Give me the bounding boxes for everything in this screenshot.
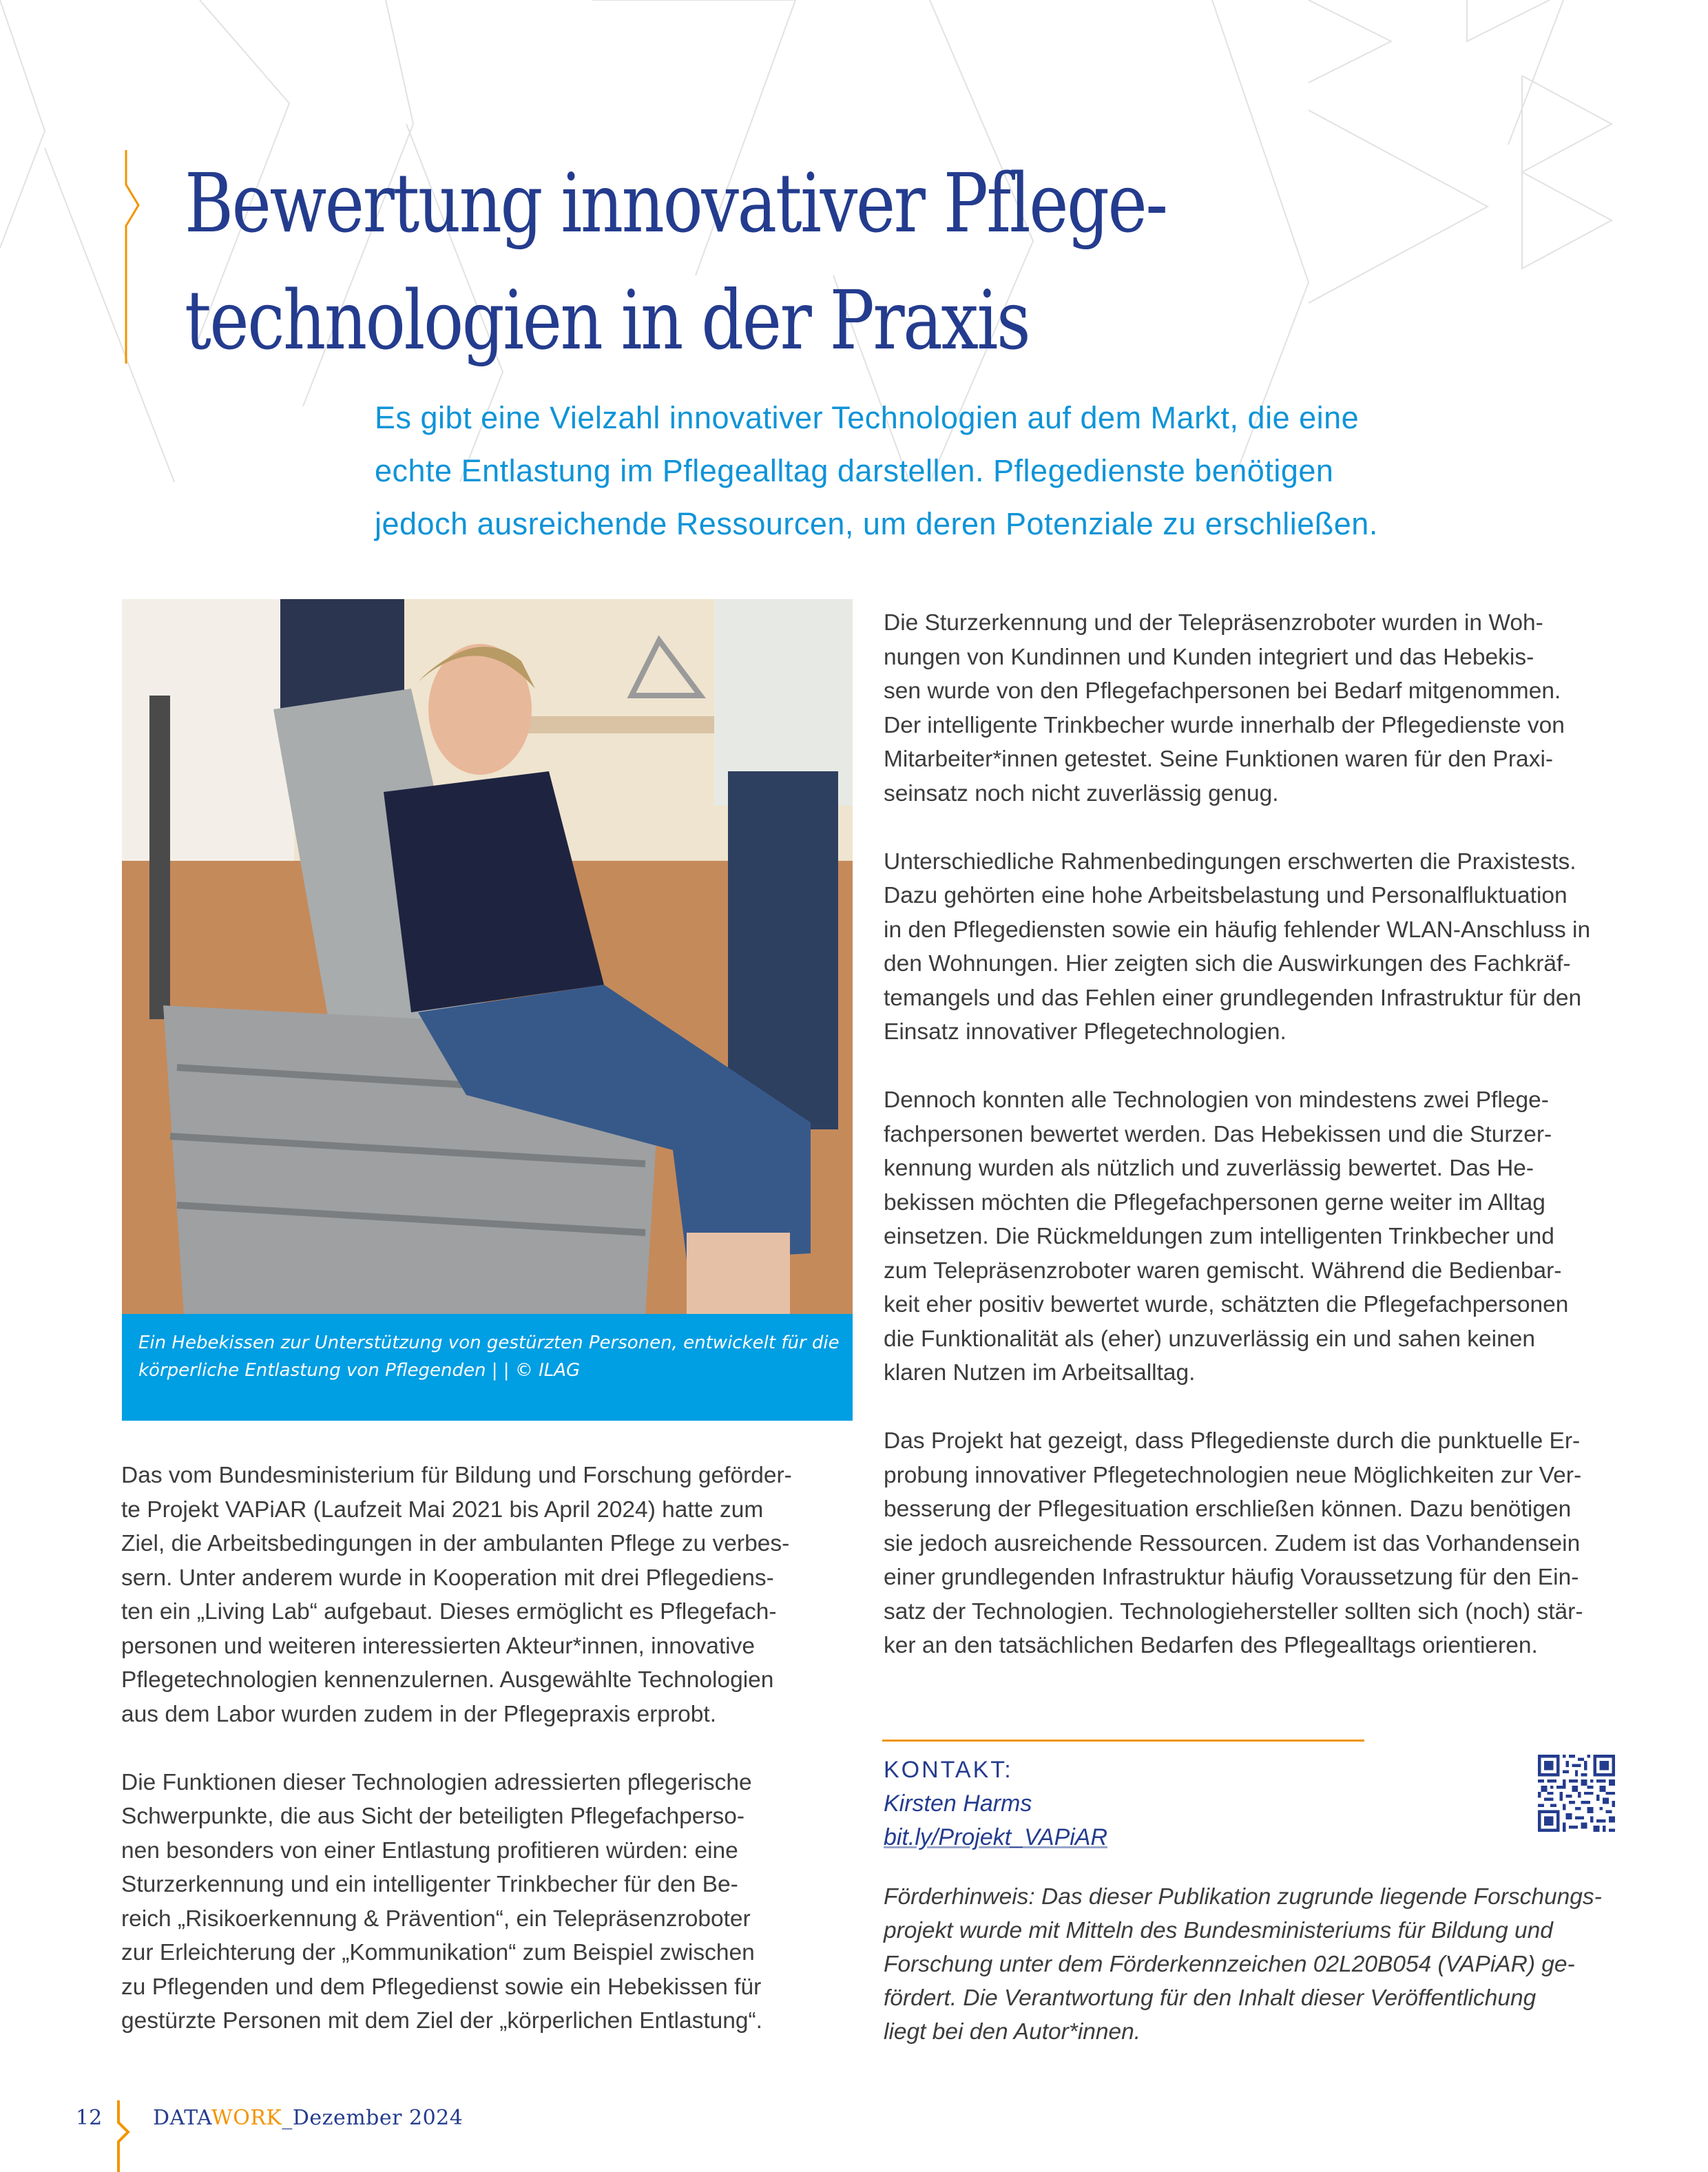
- brand-data: DATA: [153, 2106, 211, 2130]
- caption-line: körperliche Entlastung von Pflegenden | | © ILAG: [138, 1360, 581, 1381]
- body-line: sern. Unter anderem wurde in Kooperation mit drei Pflegediens-: [121, 1565, 774, 1591]
- right-column: [884, 606, 1627, 1697]
- body-line: in den Pflegediensten sowie ein häufig fehlender WLAN-Anschluss in: [884, 917, 1591, 943]
- body-line: Mitarbeiter*innen getestet. Seine Funktionen waren für den Praxi-: [884, 746, 1554, 772]
- publication-name: [153, 2106, 463, 2130]
- body-paragraph: [884, 845, 1627, 1050]
- lead-line: echte Entlastung im Pflegealltag darstellen. Pflegedienste benötigen: [375, 453, 1334, 488]
- article-title-line-1: Bewertung innovativer Pflege-: [185, 156, 1167, 251]
- body-line: Die Funktionen dieser Technologien adressierten pflegerische: [121, 1769, 752, 1795]
- body-line: keit eher positiv bewertet wurde, schätzten die Pflegefachpersonen: [884, 1292, 1569, 1317]
- contact-name: Kirsten Harms: [884, 1790, 1032, 1817]
- body-line: Das vom Bundesministerium für Bildung und Forschung geförder-: [121, 1463, 792, 1488]
- body-line: Einsatz innovativer Pflegetechnologien.: [884, 1019, 1287, 1045]
- body-line: temangels und das Fehlen einer grundlegenden Infrastruktur für den: [884, 985, 1582, 1011]
- contact-label: KONTAKT:: [884, 1757, 1013, 1783]
- body-paragraph: [121, 1766, 858, 2038]
- left-column: [121, 1459, 858, 2072]
- body-line: Dazu gehörten eine hohe Arbeitsbelastung und Personalfluktuation: [884, 883, 1568, 908]
- funding-note-line: projekt wurde mit Mitteln des Bundesministeriums für Bildung und: [884, 1918, 1553, 1943]
- body-line: sie jedoch ausreichende Ressourcen. Zudem ist das Vorhandensein: [884, 1530, 1581, 1556]
- body-line: klaren Nutzen im Arbeitsalltag.: [884, 1360, 1196, 1386]
- body-line: Dennoch konnten alle Technologien von mindestens zwei Pflege-: [884, 1087, 1549, 1113]
- body-line: fachpersonen bewertet werden. Das Hebekissen und die Sturzer-: [884, 1121, 1552, 1147]
- body-paragraph: [884, 1083, 1627, 1390]
- body-paragraph: [884, 1424, 1627, 1663]
- funding-note-line: liegt bei den Autor*innen.: [884, 2019, 1141, 2045]
- body-line: die Funktionalität als (eher) unzuverlässig ein und sahen keinen: [884, 1326, 1536, 1352]
- funding-note-line: Forschung unter dem Förderkennzeichen 02L20B054 (VAPiAR) ge-: [884, 1952, 1575, 1977]
- body-line: den Wohnungen. Hier zeigten sich die Auswirkungen des Fachkräf-: [884, 951, 1571, 977]
- body-line: Unterschiedliche Rahmenbedingungen erschwerten die Praxistests.: [884, 848, 1576, 875]
- article-title-line-2: technologien in der Praxis: [185, 273, 1030, 368]
- body-line: Schwerpunkte, die aus Sicht der beteiligten Pflegefachperso-: [121, 1804, 745, 1829]
- body-line: ten ein „Living Lab“ aufgebaut. Dieses ermöglicht es Pflegefach-: [121, 1599, 777, 1625]
- body-paragraph: [121, 1459, 858, 1731]
- body-line: Pflegetechnologien kennenzulernen. Ausgewählte Technologien: [121, 1667, 774, 1693]
- body-line: aus dem Labor wurden zudem in der Pflegepraxis erprobt.: [121, 1701, 717, 1727]
- contact-block: [884, 1753, 1107, 1855]
- contact-divider: [882, 1740, 1364, 1742]
- body-line: zur Erleichterung der „Kommunikation“ zum Beispiel zwischen: [121, 1940, 755, 1965]
- title-accent-chevron-bar: [121, 150, 149, 364]
- body-line: probung innovativer Pflegetechnologien neue Möglichkeiten zur Ver-: [884, 1462, 1582, 1488]
- qr-code-icon[interactable]: [1538, 1755, 1615, 1832]
- body-line: einsetzen. Die Rückmeldungen zum intelligenten Trinkbecher und: [884, 1224, 1554, 1249]
- issue-date: _Dezember 2024: [282, 2106, 464, 2130]
- body-line: ker an den tatsächlichen Bedarfen des Pflegealltags orientieren.: [884, 1633, 1538, 1658]
- body-line: Ziel, die Arbeitsbedingungen in der ambulanten Pflege zu verbes-: [121, 1531, 790, 1556]
- body-paragraph: [884, 606, 1627, 811]
- page-number: 12: [76, 2106, 103, 2130]
- body-line: bekissen möchten die Pflegefachpersonen gerne weiter im Alltag: [884, 1189, 1545, 1215]
- article-title: [185, 145, 1258, 379]
- body-line: besserung der Pflegesituation erschließen können. Dazu benötigen: [884, 1496, 1572, 1522]
- body-line: kennung wurden als nützlich und zuverlässig bewertet. Das He-: [884, 1156, 1534, 1181]
- body-line: zum Telepräsenzroboter waren gemischt. Während die Bedienbar-: [884, 1257, 1562, 1284]
- body-line: Das Projekt hat gezeigt, dass Pflegedienste durch die punktuelle Er-: [884, 1428, 1581, 1454]
- body-line: reich „Risikoerkennung & Prävention“, ein Telepräsenzroboter: [121, 1905, 751, 1932]
- body-line: einer grundlegenden Infrastruktur häufig Voraussetzung für den Ein-: [884, 1565, 1579, 1590]
- caption-line: Ein Hebekissen zur Unterstützung von gestürzten Personen, entwickelt für die: [138, 1333, 840, 1353]
- article-photo: [122, 599, 853, 1315]
- body-line: sen wurde von den Pflegefachpersonen bei Bedarf mitgenommen.: [884, 678, 1561, 704]
- lead-line: Es gibt eine Vielzahl innovativer Technologien auf dem Markt, die eine: [375, 400, 1360, 435]
- body-line: Die Sturzerkennung und der Telepräsenzroboter wurden in Woh-: [884, 610, 1543, 636]
- lead-line: jedoch ausreichende Ressourcen, um deren Potenziale zu erschließen.: [375, 506, 1378, 541]
- body-line: personen und weiteren interessierten Akteur*innen, innovative: [121, 1633, 755, 1659]
- body-line: seinsatz noch nicht zuverlässig genug.: [884, 780, 1279, 806]
- body-line: Der intelligente Trinkbecher wurde innerhalb der Pflegedienste von: [884, 712, 1565, 738]
- funding-note-line: fördert. Die Verantwortung für den Inhalt dieser Veröffentlichung: [884, 1985, 1537, 2011]
- body-line: nen besonders von einer Entlastung profitieren würden: eine: [121, 1837, 738, 1863]
- photo-caption: [122, 1314, 853, 1421]
- body-line: gestürzte Personen mit dem Ziel der „körperlichen Entlastung“.: [121, 2008, 762, 2034]
- funding-note: [884, 1880, 1627, 2049]
- lead-paragraph: [375, 391, 1545, 550]
- body-line: zu Pflegenden und dem Pflegedienst sowie ein Hebekissen für: [121, 1974, 762, 2000]
- body-line: Sturzerkennung und ein intelligenter Trinkbecher für den Be-: [121, 1872, 738, 1897]
- funding-note-line: Förderhinweis: Das dieser Publikation zugrunde liegende Forschungs-: [884, 1884, 1602, 1910]
- contact-link[interactable]: bit.ly/Projekt_VAPiAR: [884, 1824, 1108, 1850]
- brand-work: WORK: [211, 2106, 282, 2130]
- body-line: te Projekt VAPiAR (Laufzeit Mai 2021 bis April 2024) hatte zum: [121, 1496, 764, 1523]
- footer-chevron-icon: [114, 2100, 142, 2172]
- photo-illustration: [122, 599, 853, 1315]
- body-line: nungen von Kundinnen und Kunden integriert und das Hebekis-: [884, 644, 1534, 670]
- body-line: satz der Technologien. Technologiehersteller sollten sich (noch) stär-: [884, 1598, 1583, 1625]
